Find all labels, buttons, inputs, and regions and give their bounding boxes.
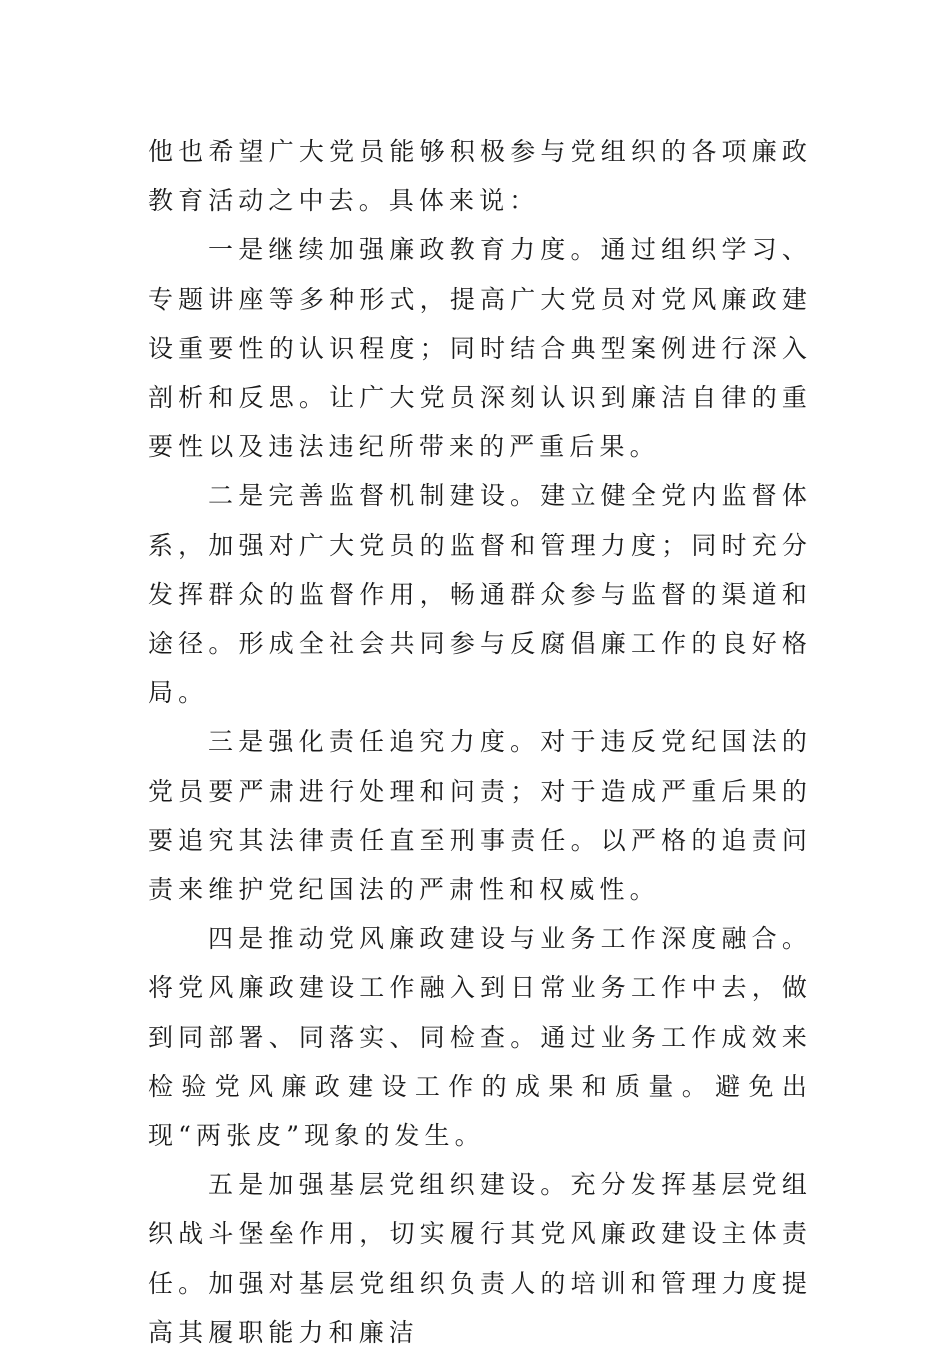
paragraph-point-one: 一是继续加强廉政教育力度。通过组织学习、专题讲座等多种形式，提高广大党员对党风廉政建设重要性的认识程度；同时结合典型案例进行深入剖析和反思。让广大党员深刻认识到廉洁自律的重要性以及违法违纪所带来的严重后果。 — [148, 235, 812, 462]
paragraph-continuation: 他也希望广大党员能够积极参与党组织的各项廉政教育活动之中去。具体来说： — [148, 137, 812, 216]
paragraph-point-three: 三是强化责任追究力度。对于违反党纪国法的党员要严肃进行处理和问责；对于造成严重后果的要追究其法律责任直至刑事责任。以严格的追责问责来维护党纪国法的严肃性和权威性。 — [148, 727, 812, 905]
paragraph-point-four: 四是推动党风廉政建设与业务工作深度融合。将党风廉政建设工作融入到日常业务工作中去，做到同部署、同落实、同检查。通过业务工作成效来检验党风廉政建设工作的成果和质量。避免出现“两张皮”现象的发生。 — [148, 924, 812, 1151]
paragraph-point-two: 二是完善监督机制建设。建立健全党内监督体系，加强对广大党员的监督和管理力度；同时充分发挥群众的监督作用，畅通群众参与监督的渠道和途径。形成全社会共同参与反腐倡廉工作的良好格局。 — [148, 481, 812, 708]
document-body — [148, 127, 812, 1357]
paragraph-point-five: 五是加强基层党组织建设。充分发挥基层党组织战斗堡垒作用，切实履行其党风廉政建设主体责任。加强对基层党组织负责人的培训和管理力度提高其履职能力和廉洁 — [148, 1170, 812, 1347]
